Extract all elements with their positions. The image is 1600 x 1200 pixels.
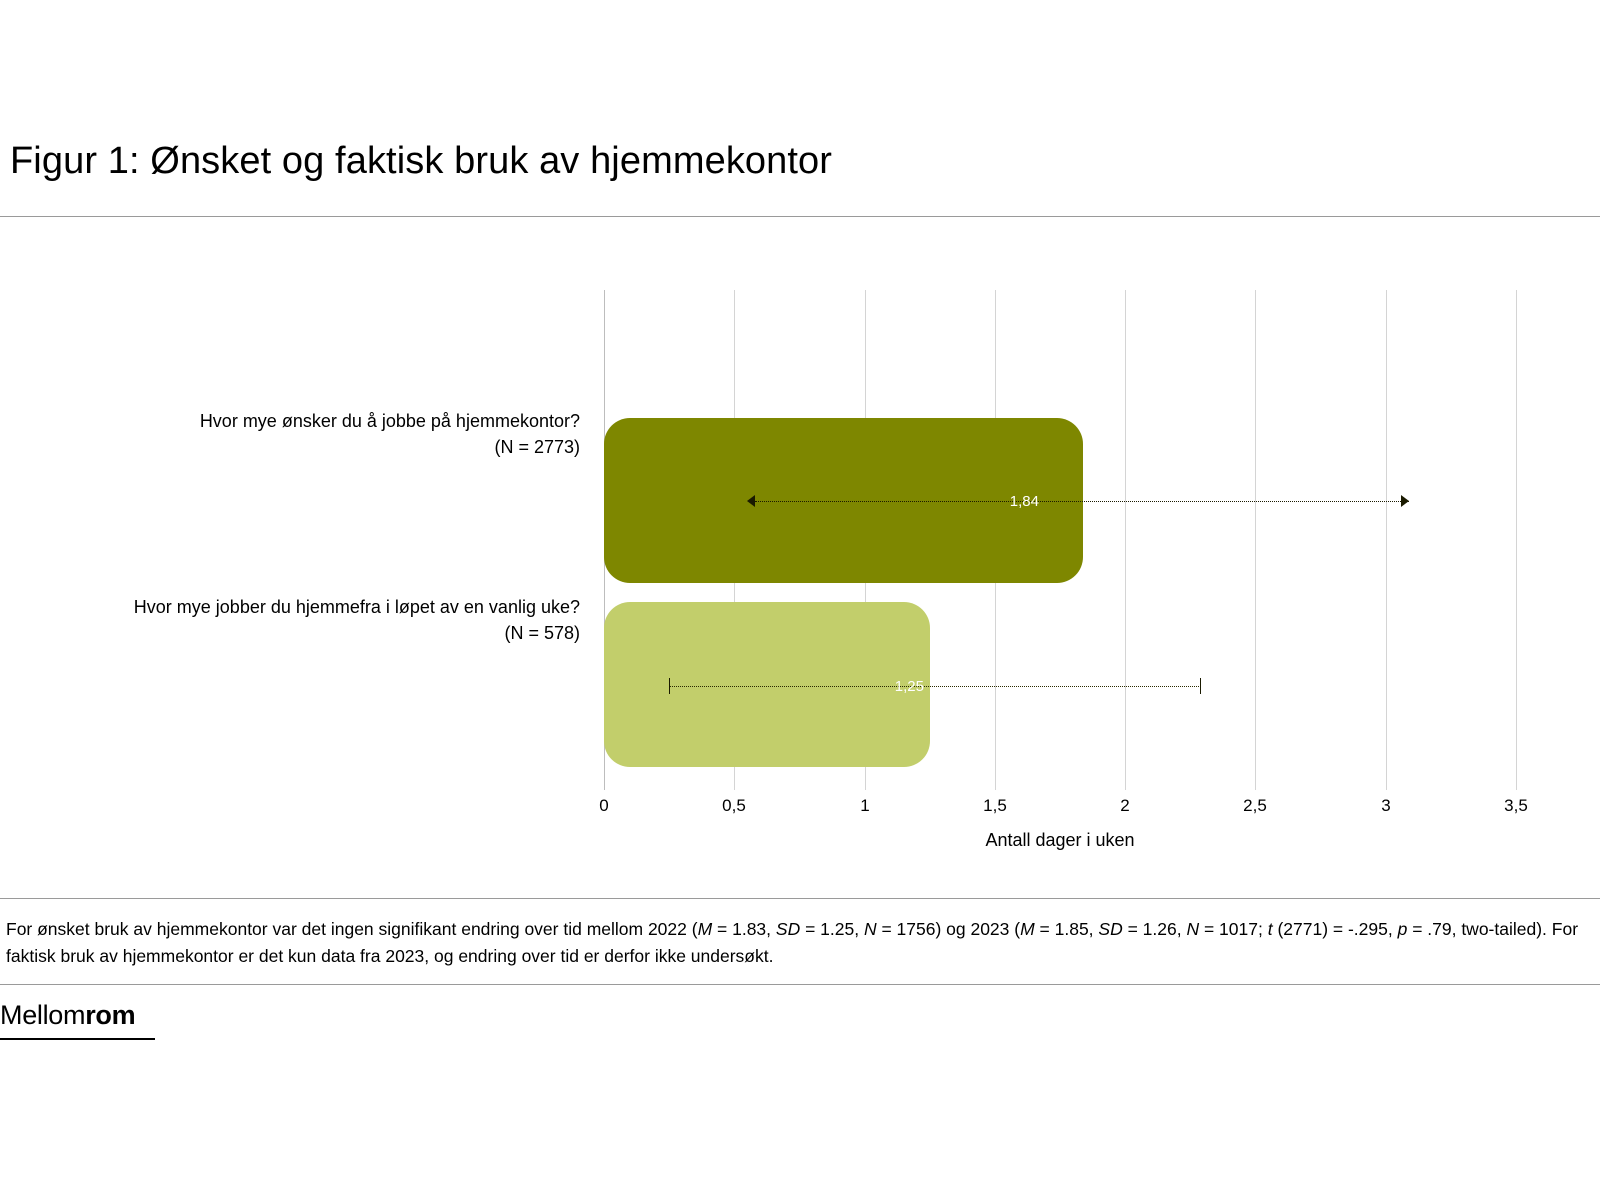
xtick-7: 3,5 [1504,796,1528,815]
error-bar-1-cap-low [669,678,670,694]
note-n2: N [1186,919,1200,939]
note-part1: For ønsket bruk av hjemmekontor var det ingen signifikant endring over tid mellom 2022 ( [6,919,698,939]
figure-note [6,916,1594,970]
gridline-3 [1386,290,1387,790]
note-part8: (2771) = -.295, [1272,919,1398,939]
page-title: Figur 1: Ønsket og faktisk bruk av hjemmekontor [10,140,833,182]
plot-area [604,290,1516,790]
note-part5: = 1.85, [1034,919,1099,939]
gridline-3-5 [1516,290,1517,790]
note-part6: = 1.26, [1122,919,1187,939]
category-label-0 [200,408,580,460]
xtick-4: 2 [1120,796,1130,815]
brand-logo-underline [0,1038,155,1040]
gridline-2 [1125,290,1126,790]
note-part9: = .79, two-tailed). For faktisk bruk av hjemmekontor er det kun data fra 2023, og endring over tid er derfor ikke undersøkt. [6,919,1579,966]
x-axis-title: Antall dager i uken [985,830,1135,850]
xtick-5: 2,5 [1243,796,1267,815]
xtick-3: 1,5 [983,796,1007,815]
bar-value-0: 1,84 [1009,493,1039,510]
note-part7: = 1017; [1199,919,1268,939]
note-part4: = 1756) og 2023 ( [876,919,1021,939]
note-m1: M [697,919,713,939]
note-sd1: SD [775,919,801,939]
error-bar-1 [669,686,1201,687]
category-label-1-line1: Hvor mye jobber du hjemmefra i løpet av en vanlig uke? [133,597,580,617]
note-p: p [1397,919,1408,939]
error-bar-0 [755,501,1409,502]
note-part3: = 1.25, [800,919,864,939]
chart-figure [0,230,1600,870]
xtick-6: 3 [1381,796,1391,815]
brand-logo-bold: rom [85,1000,136,1030]
category-label-0-line1: Hvor mye ønsker du å jobbe på hjemmekontor? [199,411,580,431]
bar-value-1: 1,25 [894,678,924,695]
xtick-2: 1 [860,796,870,815]
error-bar-0-cap-high [1401,495,1409,507]
error-bar-1-cap-high [1200,678,1201,694]
category-label-1 [134,594,580,646]
note-n1: N [863,919,877,939]
footer-divider [0,984,1600,985]
bar-series-1 [604,602,930,767]
xtick-0: 0 [599,796,609,815]
xtick-1: 0,5 [722,796,746,815]
title-divider [0,216,1600,217]
gridline-2-5 [1255,290,1256,790]
error-bar-0-cap-low [747,495,755,507]
note-part2: = 1.83, [712,919,776,939]
note-t: t [1267,919,1273,939]
note-m2: M [1020,919,1035,939]
brand-logo-light: Mellom [0,1000,86,1030]
note-divider [0,898,1600,899]
category-label-1-line2: (N = 578) [504,623,580,643]
note-sd2: SD [1098,919,1123,939]
category-label-0-line2: (N = 2773) [494,437,580,457]
brand-logo [0,1000,135,1031]
